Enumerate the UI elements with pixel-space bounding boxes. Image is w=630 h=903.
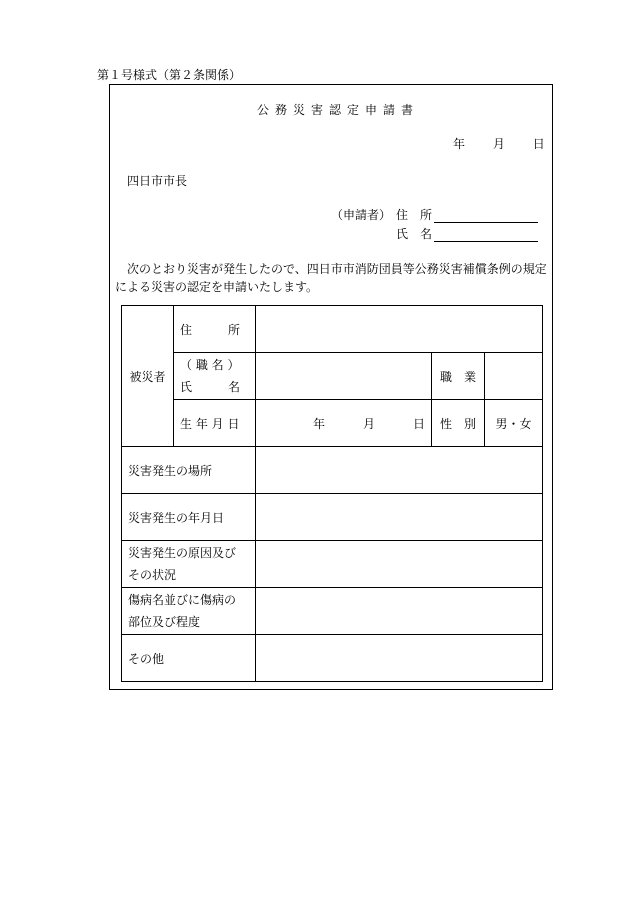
table-row — [122, 494, 543, 541]
name-field[interactable] — [256, 353, 432, 400]
name-label: 氏 名 — [180, 380, 241, 394]
sex-label: 性 別 — [432, 400, 485, 447]
injury-label-cell — [122, 588, 256, 635]
table-row — [122, 635, 543, 682]
cause-label-line1: 災害発生の原因及び — [128, 546, 237, 560]
injury-label-line2: 部位及び程度 — [128, 615, 201, 629]
applicant-name-field[interactable] — [434, 228, 538, 242]
cause-label-cell — [122, 541, 256, 588]
occupation-label: 職 業 — [432, 353, 485, 400]
date-line — [453, 135, 545, 152]
occupation-field[interactable] — [485, 353, 543, 400]
name-label-cell — [174, 353, 256, 400]
cause-label-line2: その状況 — [128, 568, 177, 582]
other-label: その他 — [122, 635, 256, 682]
address-field[interactable] — [256, 306, 543, 353]
application-table — [121, 305, 543, 682]
injury-field[interactable] — [256, 588, 543, 635]
body-text-line2: による災害の認定を申請いたします。 — [115, 280, 319, 294]
birthdate-label: 生 年 月 日 — [174, 400, 256, 447]
other-field[interactable] — [256, 635, 543, 682]
place-field[interactable] — [256, 447, 543, 494]
addressee: 四日市市長 — [127, 174, 188, 188]
birthdate-field[interactable] — [256, 400, 432, 447]
date-day-label: 日 — [532, 137, 545, 151]
sex-options[interactable]: 男・女 — [485, 400, 543, 447]
date-month-label: 月 — [492, 137, 505, 151]
birth-year-label: 年 — [312, 416, 325, 431]
victim-label: 被災者 — [122, 306, 174, 447]
table-row — [122, 400, 543, 447]
cause-field[interactable] — [256, 541, 543, 588]
address-label: 住 所 — [174, 306, 256, 353]
applicant-address-field[interactable] — [434, 209, 538, 223]
applicant-name-label: 氏 名 — [396, 227, 433, 241]
birth-month-label: 月 — [362, 416, 375, 431]
place-label: 災害発生の場所 — [122, 447, 256, 494]
applicant-label: （申請者） — [331, 208, 392, 222]
table-row — [122, 353, 543, 400]
body-text-line1: 次のとおり災害が発生したので、四日市市消防団員等公務災害補償条例の規定 — [127, 262, 547, 276]
date-label: 災害発生の年月日 — [122, 494, 256, 541]
applicant-address-label: 住 所 — [396, 208, 433, 222]
position-label: （ 職 名 ） — [180, 358, 240, 372]
applicant-name-row — [396, 225, 538, 242]
form-number-label: 第１号様式（第２条関係） — [97, 68, 242, 82]
date-year-label: 年 — [453, 137, 466, 151]
page-title: 公務災害認定申請書 — [257, 103, 420, 117]
date-field[interactable] — [256, 494, 543, 541]
birth-day-label: 日 — [412, 416, 425, 431]
table-row — [122, 541, 543, 588]
table-row — [122, 447, 543, 494]
table-row — [122, 588, 543, 635]
table-row — [122, 306, 543, 353]
applicant-address-row — [396, 206, 538, 223]
injury-label-line1: 傷病名並びに傷病の — [128, 593, 237, 607]
